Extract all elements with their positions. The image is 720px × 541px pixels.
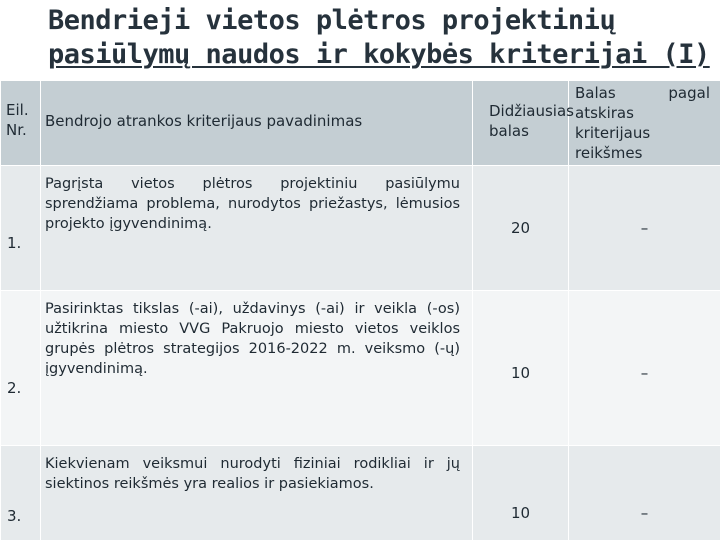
row-max-score: 10 [473,291,569,446]
row-number: 3. [1,446,41,541]
header-score-by-value: Balas pagal atskiras kriterijaus reikšmes [569,81,720,166]
row-score-value: – [569,446,720,541]
header-nr: Eil. Nr. [1,81,41,166]
row-criterion-text: Kiekvienam veiksmui nurodyti fiziniai rodikliai ir jų siektinos reikšmės yra realios ir pasiekiamos. [41,446,473,541]
table-row [1,446,720,541]
header-criterion-name: Bendrojo atrankos kriterijaus pavadinimas [41,81,473,166]
row-max-score: 10 [473,446,569,541]
table-row [1,291,720,446]
row-score-value: – [569,291,720,446]
table-header-row [1,81,720,166]
row-number: 1. [1,166,41,291]
row-criterion-text: Pagrįsta vietos plėtros projektiniu pasiūlymu sprendžiama problema, nurodytos priežastys, lėmusios projekto įgyvendinimą. [41,166,473,291]
row-score-value: – [569,166,720,291]
row-max-score: 20 [473,166,569,291]
title-line-2: pasiūlymų naudos ir kokybės kriterijai (I) [48,38,708,72]
table-row [1,166,720,291]
slide-title [48,4,708,72]
row-number: 2. [1,291,41,446]
title-line-1: Bendrieji vietos plėtros projektinių [48,4,708,38]
criteria-table [0,80,720,541]
row-criterion-text: Pasirinktas tikslas (-ai), uždavinys (-ai) ir veikla (-os) užtikrina miesto VVG Pakruojo miesto vietos veiklos grupės plėtros strategijos 2016-2022 m. veiksmo (-ų) įgyvendinimą. [41,291,473,446]
header-max-score: Didžiausias balas [473,81,569,166]
